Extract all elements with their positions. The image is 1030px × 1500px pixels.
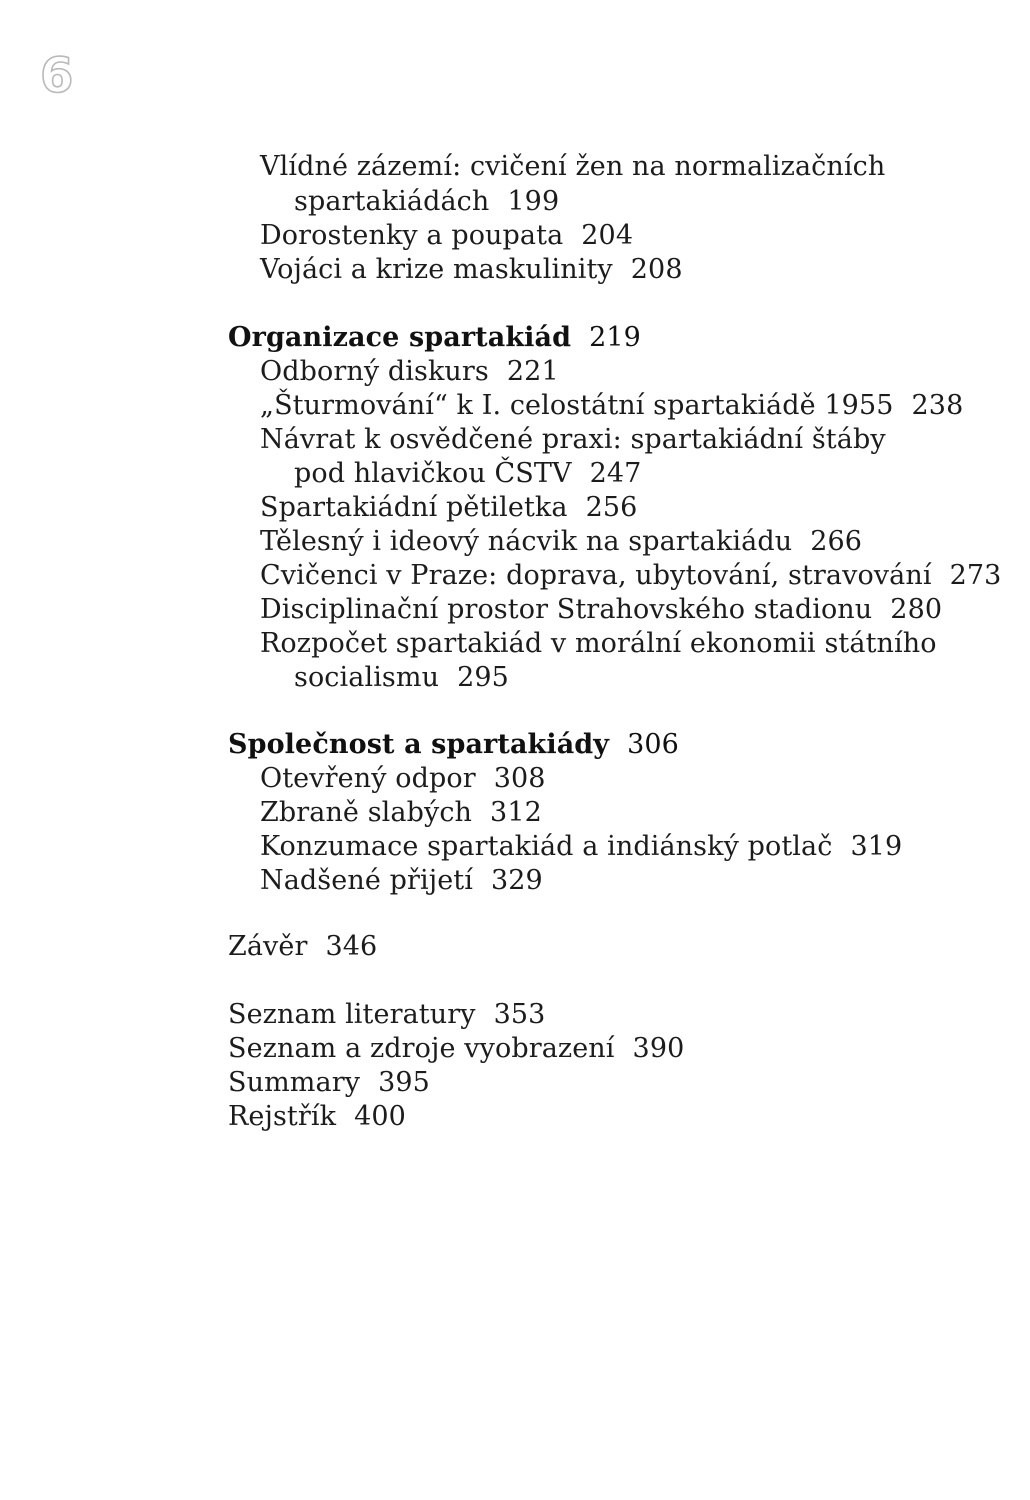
toc-entry-page-number: 204 (581, 220, 634, 251)
toc-entry-title: „Šturmování“ k I. celostátní spartakiádě 1955 (260, 390, 894, 421)
toc-entry (260, 796, 542, 830)
toc-entry-title: Zbraně slabých (260, 797, 473, 828)
toc-entry-page-number: 308 (493, 763, 546, 794)
toc-entry-page-number: 273 (949, 560, 1002, 591)
toc-entry (260, 389, 963, 423)
toc-entry-title: Konzumace spartakiád a indiánský potlač (260, 831, 833, 862)
toc-entry-title: Disciplinační prostor Strahovského stadionu (260, 594, 873, 625)
toc-entry (294, 457, 641, 491)
toc-entry-title: Závěr (228, 931, 308, 962)
toc-entry (260, 864, 543, 898)
toc-entry-page-number: 312 (490, 797, 542, 828)
toc-entry-page-number: 329 (490, 865, 543, 896)
toc-entry-page-number: 400 (354, 1101, 406, 1132)
toc-entry (260, 830, 902, 864)
toc-entry (228, 1066, 430, 1100)
toc-entry-page-number: 390 (632, 1033, 685, 1064)
toc-entry (260, 525, 862, 559)
page-number: 6 (40, 48, 74, 104)
toc-entry-title: Vlídné zázemí: cvičení žen na normalizačních (260, 151, 886, 182)
toc-section-heading (228, 321, 641, 355)
toc-entry-page-number: 256 (585, 492, 638, 523)
toc-entry-title: Dorostenky a poupata (260, 220, 564, 251)
toc-entry (260, 762, 546, 796)
toc-entry-title: Cvičenci v Praze: doprava, ubytování, stravování (260, 560, 932, 591)
toc-entry-title: socialismu (294, 662, 440, 693)
toc-entry-page-number: 306 (627, 729, 679, 760)
toc-entry-title: Spartakiádní pětiletka (260, 492, 568, 523)
toc-entry-page-number: 266 (810, 526, 863, 557)
toc-entry (260, 423, 886, 457)
toc-entry-title: Společnost a spartakiády (228, 729, 610, 760)
toc-entry-title: Otevřený odpor (260, 763, 476, 794)
toc-entry-title: Odborný diskurs (260, 356, 489, 387)
toc-entry-title: pod hlavičkou ČSTV (294, 458, 572, 489)
toc-entry (260, 150, 885, 184)
toc-entry-page-number: 395 (378, 1067, 430, 1098)
toc-entry (294, 185, 559, 219)
toc-entry-title: Vojáci a krize maskulinity (260, 254, 613, 285)
toc-entry (228, 930, 377, 964)
toc-entry (260, 627, 937, 661)
toc-section-heading (228, 728, 679, 762)
toc-entry-page-number: 208 (630, 254, 683, 285)
toc-entry-title: Návrat k osvědčené praxi: spartakiádní štáby (260, 424, 886, 455)
toc-entry-title: Seznam literatury (228, 999, 476, 1030)
toc-entry-title: Tělesný i ideový nácvik na spartakiádu (260, 526, 793, 557)
toc-entry-page-number: 280 (890, 594, 943, 625)
toc-entry-title: spartakiádách (294, 186, 490, 217)
toc-entry (294, 661, 509, 695)
toc-entry-page-number: 219 (589, 322, 641, 353)
toc-entry-title: Summary (228, 1067, 361, 1098)
toc-entry-page-number: 199 (507, 186, 560, 217)
toc-entry (260, 559, 1001, 593)
toc-entry-page-number: 295 (457, 662, 509, 693)
toc-entry (260, 491, 637, 525)
toc-entry-page-number: 221 (506, 356, 559, 387)
toc-entry (228, 1032, 684, 1066)
toc-entry-title: Rejstřík (228, 1101, 337, 1132)
toc-entry-page-number: 247 (589, 458, 642, 489)
toc-entry-page-number: 353 (493, 999, 546, 1030)
toc-entry (260, 593, 942, 627)
toc-entry-title: Organizace spartakiád (228, 322, 572, 353)
toc-entry-page-number: 319 (850, 831, 903, 862)
toc-entry (260, 253, 683, 287)
toc-entry (260, 355, 559, 389)
toc-entry-page-number: 346 (325, 931, 378, 962)
toc-entry-title: Nadšené přijetí (260, 865, 473, 896)
toc-entry (260, 219, 633, 253)
toc-entry-page-number: 238 (911, 390, 964, 421)
toc-entry-title: Seznam a zdroje vyobrazení (228, 1033, 615, 1064)
toc-entry (228, 998, 545, 1032)
toc-entry (228, 1100, 406, 1134)
toc-entry-title: Rozpočet spartakiád v morální ekonomii státního (260, 628, 937, 659)
